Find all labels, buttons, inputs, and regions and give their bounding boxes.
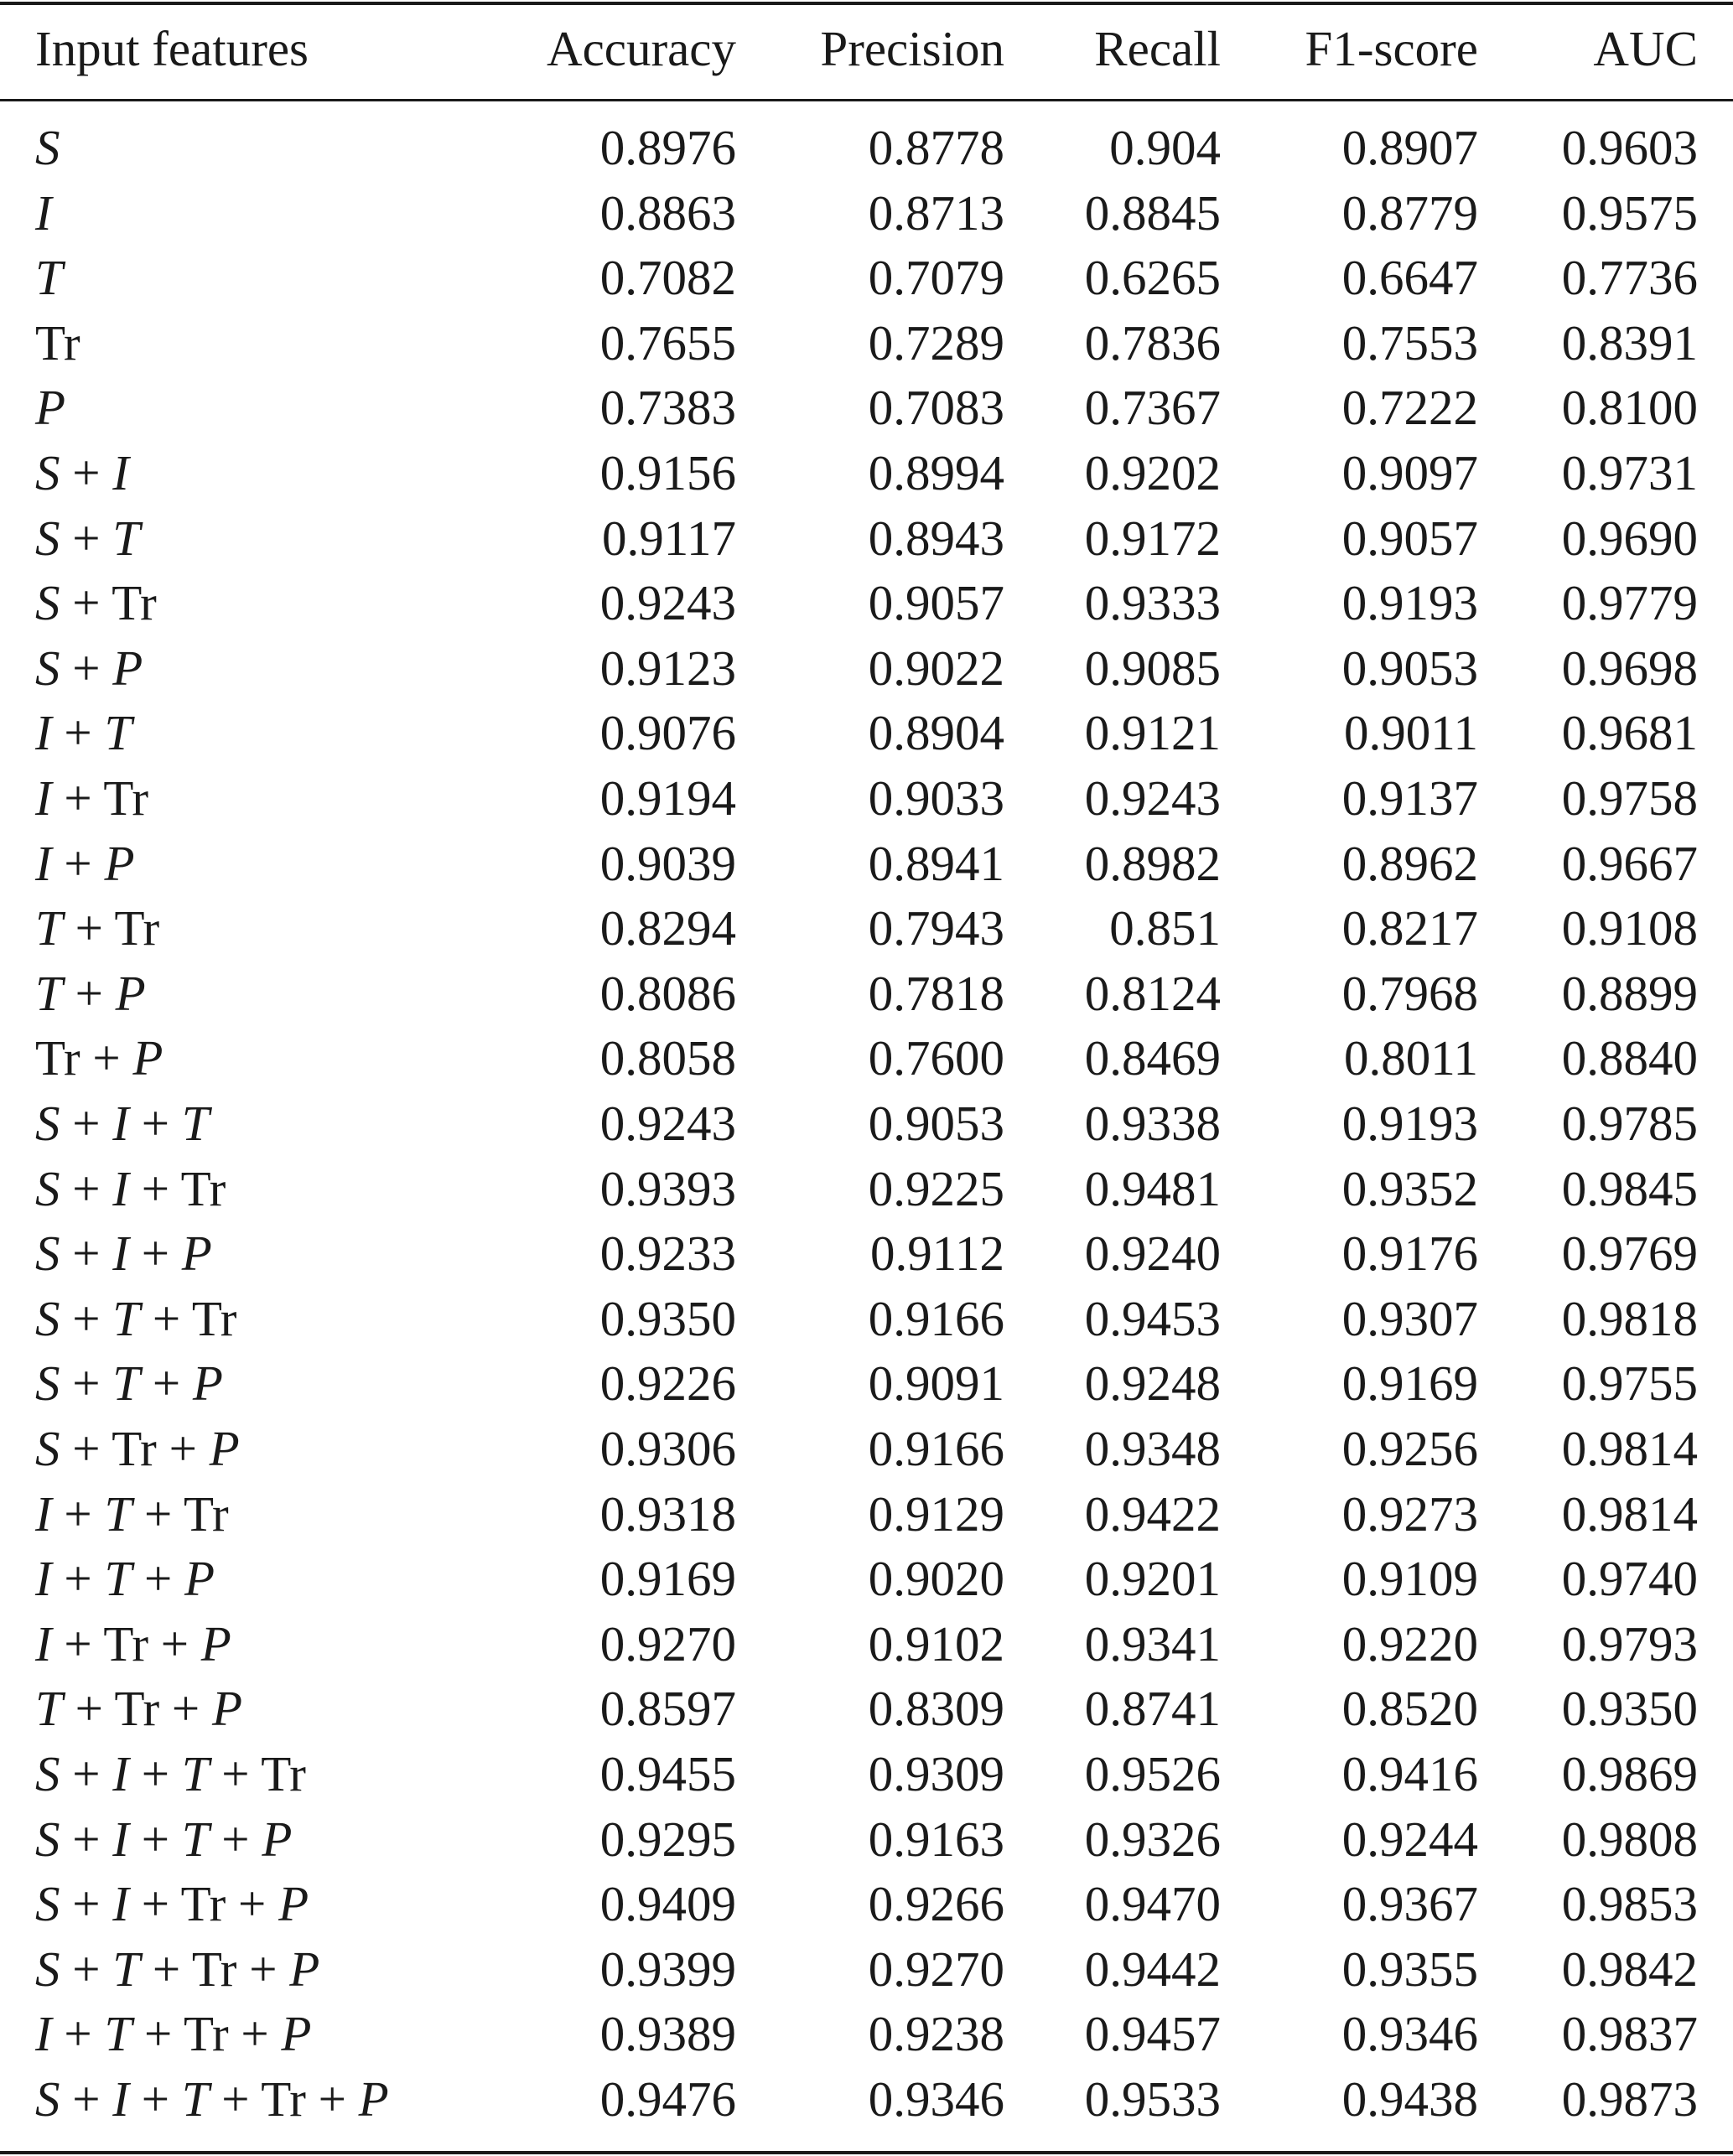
precision-cell: 0.8943 (868, 510, 1004, 566)
table-row (0, 1807, 1733, 1873)
precision-cell: 0.7943 (868, 900, 1004, 956)
table-row (0, 766, 1733, 832)
precision-cell: 0.9129 (868, 1485, 1004, 1542)
input-features-cell: I + Tr (35, 770, 148, 826)
precision-cell: 0.9022 (868, 640, 1004, 696)
f1-score-cell: 0.9137 (1341, 770, 1478, 826)
auc-cell: 0.9814 (1561, 1485, 1698, 1542)
input-features-cell: S (35, 120, 60, 175)
table-row (0, 1026, 1733, 1091)
input-features-cell: S + I + T (35, 1096, 210, 1151)
precision-cell: 0.9225 (868, 1160, 1004, 1216)
f1-score-cell: 0.9109 (1341, 1551, 1478, 1607)
f1-score-cell: 0.7968 (1341, 965, 1478, 1021)
f1-score-cell: 0.9307 (1341, 1290, 1478, 1346)
table-row (0, 1547, 1733, 1612)
recall-cell: 0.9457 (1084, 2006, 1221, 2062)
table-row (0, 441, 1733, 506)
accuracy-cell: 0.9409 (599, 1876, 736, 1932)
header-f1-score: F1-score (1305, 21, 1478, 76)
input-features-cell: I + Tr + P (35, 1615, 231, 1671)
f1-score-cell: 0.6647 (1341, 250, 1478, 306)
auc-cell: 0.8899 (1561, 965, 1698, 1021)
recall-cell: 0.9338 (1084, 1096, 1221, 1151)
table-row (0, 2067, 1733, 2133)
table-row (0, 1351, 1733, 1417)
recall-cell: 0.9201 (1084, 1551, 1221, 1607)
recall-cell: 0.9422 (1084, 1485, 1221, 1542)
precision-cell: 0.8713 (868, 184, 1004, 241)
recall-cell: 0.9526 (1084, 1746, 1221, 1801)
auc-cell: 0.9779 (1561, 575, 1698, 631)
auc-cell: 0.9690 (1561, 510, 1698, 566)
auc-cell: 0.9837 (1561, 2006, 1698, 2062)
table-row (0, 2002, 1733, 2067)
precision-cell: 0.8309 (868, 1681, 1004, 1737)
header-input-features: Input features (35, 21, 309, 76)
input-features-cell: I + T + Tr + P (35, 2006, 312, 2062)
recall-cell: 0.9248 (1084, 1355, 1221, 1412)
bottom-rule (0, 2151, 1733, 2154)
precision-cell: 0.7818 (868, 965, 1004, 1021)
accuracy-cell: 0.8597 (599, 1681, 736, 1737)
f1-score-cell: 0.9057 (1341, 510, 1478, 566)
table-row (0, 1287, 1733, 1352)
precision-cell: 0.9091 (868, 1355, 1004, 1412)
table-row (0, 1742, 1733, 1807)
f1-score-cell: 0.8907 (1341, 120, 1478, 175)
auc-cell: 0.9853 (1561, 1876, 1698, 1932)
auc-cell: 0.9108 (1561, 900, 1698, 956)
auc-cell: 0.8391 (1561, 314, 1698, 371)
input-features-cell: S + Tr (35, 575, 157, 631)
table-row (0, 701, 1733, 766)
recall-cell: 0.9533 (1084, 2071, 1221, 2127)
table-row (0, 1937, 1733, 2003)
precision-cell: 0.8904 (868, 705, 1004, 761)
precision-cell: 0.9166 (868, 1290, 1004, 1346)
table-row (0, 246, 1733, 311)
table-row (0, 571, 1733, 636)
f1-score-cell: 0.8779 (1341, 184, 1478, 241)
auc-cell: 0.9808 (1561, 1811, 1698, 1867)
auc-cell: 0.8840 (1561, 1030, 1698, 1086)
f1-score-cell: 0.9011 (1343, 705, 1478, 761)
precision-cell: 0.8941 (868, 835, 1004, 891)
input-features-cell: P (35, 380, 66, 436)
accuracy-cell: 0.7655 (599, 314, 736, 371)
f1-score-cell: 0.9169 (1341, 1355, 1478, 1412)
precision-cell: 0.8778 (868, 120, 1004, 175)
table-row (0, 116, 1733, 181)
auc-cell: 0.9845 (1561, 1160, 1698, 1216)
table-row (0, 1677, 1733, 1742)
precision-cell: 0.9346 (868, 2071, 1004, 2127)
f1-score-cell: 0.9416 (1341, 1746, 1478, 1801)
auc-cell: 0.9785 (1561, 1096, 1698, 1151)
table-row (0, 506, 1733, 572)
recall-cell: 0.9326 (1084, 1811, 1221, 1867)
precision-cell: 0.7289 (868, 314, 1004, 371)
f1-score-cell: 0.7222 (1341, 380, 1478, 436)
recall-cell: 0.8741 (1084, 1681, 1221, 1737)
accuracy-cell: 0.9169 (599, 1551, 736, 1607)
precision-cell: 0.9020 (868, 1551, 1004, 1607)
auc-cell: 0.9818 (1561, 1290, 1698, 1346)
table-row (0, 376, 1733, 441)
table-row (0, 1417, 1733, 1482)
table-row (0, 961, 1733, 1027)
recall-cell: 0.7836 (1084, 314, 1221, 371)
accuracy-cell: 0.8863 (599, 184, 736, 241)
accuracy-cell: 0.9476 (599, 2071, 736, 2127)
precision-cell: 0.7079 (868, 250, 1004, 306)
f1-score-cell: 0.9193 (1341, 1096, 1478, 1151)
precision-cell: 0.8994 (868, 445, 1004, 500)
precision-cell: 0.9266 (868, 1876, 1004, 1932)
auc-cell: 0.9667 (1561, 835, 1698, 891)
f1-score-cell: 0.8217 (1341, 900, 1478, 956)
recall-cell: 0.851 (1109, 900, 1221, 956)
input-features-cell: S + I + T + Tr + P (35, 2071, 389, 2127)
accuracy-cell: 0.9156 (599, 445, 736, 500)
auc-cell: 0.9731 (1561, 445, 1698, 500)
accuracy-cell: 0.8058 (599, 1030, 736, 1086)
header-accuracy: Accuracy (546, 21, 736, 76)
input-features-cell: T (35, 250, 63, 306)
input-features-cell: I + P (35, 835, 135, 891)
table-header-row (0, 17, 1733, 82)
auc-cell: 0.9575 (1561, 184, 1698, 241)
header-auc: AUC (1593, 21, 1698, 76)
input-features-cell: I (35, 184, 52, 241)
input-features-cell: S + T (35, 510, 141, 566)
f1-score-cell: 0.9355 (1341, 1941, 1478, 1997)
precision-cell: 0.9270 (868, 1941, 1004, 1997)
recall-cell: 0.8469 (1084, 1030, 1221, 1086)
header-precision: Precision (820, 21, 1004, 76)
accuracy-cell: 0.9243 (599, 575, 736, 631)
recall-cell: 0.9333 (1084, 575, 1221, 631)
f1-score-cell: 0.9256 (1341, 1421, 1478, 1476)
input-features-cell: S + T + P (35, 1355, 223, 1412)
table-row (0, 1157, 1733, 1222)
recall-cell: 0.9202 (1084, 445, 1221, 500)
input-features-cell: S + Tr + P (35, 1421, 240, 1476)
f1-score-cell: 0.9346 (1341, 2006, 1478, 2062)
accuracy-cell: 0.9399 (599, 1941, 736, 1997)
recall-cell: 0.904 (1109, 120, 1221, 175)
precision-cell: 0.7083 (868, 380, 1004, 436)
recall-cell: 0.8845 (1084, 184, 1221, 241)
table-row (0, 1482, 1733, 1547)
f1-score-cell: 0.9176 (1341, 1226, 1478, 1282)
auc-cell: 0.9698 (1561, 640, 1698, 696)
header-recall: Recall (1094, 21, 1221, 76)
recall-cell: 0.9442 (1084, 1941, 1221, 1997)
precision-cell: 0.9238 (868, 2006, 1004, 2062)
table-row (0, 1612, 1733, 1677)
auc-cell: 0.9869 (1561, 1746, 1698, 1801)
auc-cell: 0.9793 (1561, 1615, 1698, 1671)
f1-score-cell: 0.9367 (1341, 1876, 1478, 1932)
accuracy-cell: 0.9243 (599, 1096, 736, 1151)
auc-cell: 0.9681 (1561, 705, 1698, 761)
accuracy-cell: 0.9295 (599, 1811, 736, 1867)
table-row (0, 181, 1733, 246)
auc-cell: 0.9842 (1561, 1941, 1698, 1997)
table-row (0, 896, 1733, 961)
f1-score-cell: 0.9097 (1341, 445, 1478, 500)
f1-score-cell: 0.9352 (1341, 1160, 1478, 1216)
accuracy-cell: 0.7082 (599, 250, 736, 306)
accuracy-cell: 0.9226 (599, 1355, 736, 1412)
input-features-cell: S + T + Tr (35, 1290, 237, 1346)
table-row (0, 1872, 1733, 1937)
accuracy-cell: 0.9123 (599, 640, 736, 696)
recall-cell: 0.9172 (1084, 510, 1221, 566)
input-features-cell: I + T + P (35, 1551, 215, 1607)
input-features-cell: S + I + T + Tr (35, 1746, 306, 1801)
accuracy-cell: 0.9350 (599, 1290, 736, 1346)
table-row (0, 636, 1733, 702)
f1-score-cell: 0.8962 (1341, 835, 1478, 891)
accuracy-cell: 0.9306 (599, 1421, 736, 1476)
accuracy-cell: 0.9270 (599, 1615, 736, 1671)
accuracy-cell: 0.8086 (599, 965, 736, 1021)
table-row (0, 311, 1733, 376)
recall-cell: 0.9240 (1084, 1226, 1221, 1282)
input-features-cell: S + I + Tr (35, 1160, 226, 1216)
precision-cell: 0.9112 (869, 1226, 1004, 1282)
auc-cell: 0.9603 (1561, 120, 1698, 175)
accuracy-cell: 0.8294 (599, 900, 736, 956)
accuracy-cell: 0.9076 (599, 705, 736, 761)
f1-score-cell: 0.8520 (1341, 1681, 1478, 1737)
recall-cell: 0.8982 (1084, 835, 1221, 891)
accuracy-cell: 0.9455 (599, 1746, 736, 1801)
accuracy-cell: 0.9318 (599, 1485, 736, 1542)
f1-score-cell: 0.7553 (1341, 314, 1478, 371)
recall-cell: 0.8124 (1084, 965, 1221, 1021)
table-row (0, 1091, 1733, 1157)
accuracy-cell: 0.9233 (599, 1226, 736, 1282)
precision-cell: 0.9309 (868, 1746, 1004, 1801)
precision-cell: 0.9166 (868, 1421, 1004, 1476)
recall-cell: 0.9243 (1084, 770, 1221, 826)
precision-cell: 0.9053 (868, 1096, 1004, 1151)
f1-score-cell: 0.9193 (1341, 575, 1478, 631)
table-row (0, 1221, 1733, 1287)
input-features-cell: S + P (35, 640, 143, 696)
input-features-cell: T + P (35, 965, 146, 1021)
table-row (0, 832, 1733, 897)
precision-cell: 0.9163 (868, 1811, 1004, 1867)
input-features-cell: Tr (35, 314, 80, 371)
precision-cell: 0.9102 (868, 1615, 1004, 1671)
f1-score-cell: 0.9273 (1341, 1485, 1478, 1542)
precision-cell: 0.9033 (868, 770, 1004, 826)
accuracy-cell: 0.7383 (599, 380, 736, 436)
header-rule (0, 99, 1733, 101)
top-rule (0, 2, 1733, 5)
accuracy-cell: 0.9039 (599, 835, 736, 891)
input-features-cell: T + Tr + P (35, 1681, 242, 1737)
input-features-cell: Tr + P (35, 1030, 163, 1086)
accuracy-cell: 0.9389 (599, 2006, 736, 2062)
recall-cell: 0.6265 (1084, 250, 1221, 306)
recall-cell: 0.9341 (1084, 1615, 1221, 1671)
auc-cell: 0.9769 (1561, 1226, 1698, 1282)
precision-cell: 0.7600 (868, 1030, 1004, 1086)
accuracy-cell: 0.8976 (599, 120, 736, 175)
auc-cell: 0.9755 (1561, 1355, 1698, 1412)
input-features-cell: S + I + P (35, 1226, 212, 1282)
auc-cell: 0.8100 (1561, 380, 1698, 436)
f1-score-cell: 0.9438 (1341, 2071, 1478, 2127)
accuracy-cell: 0.9393 (599, 1160, 736, 1216)
accuracy-cell: 0.9194 (599, 770, 736, 826)
input-features-cell: S + T + Tr + P (35, 1941, 320, 1997)
recall-cell: 0.7367 (1084, 380, 1221, 436)
auc-cell: 0.9350 (1561, 1681, 1698, 1737)
recall-cell: 0.9348 (1084, 1421, 1221, 1476)
recall-cell: 0.9085 (1084, 640, 1221, 696)
accuracy-cell: 0.9117 (601, 510, 736, 566)
f1-score-cell: 0.9053 (1341, 640, 1478, 696)
input-features-cell: S + I (35, 445, 129, 500)
input-features-cell: I + T (35, 705, 132, 761)
precision-cell: 0.9057 (868, 575, 1004, 631)
recall-cell: 0.9453 (1084, 1290, 1221, 1346)
auc-cell: 0.9758 (1561, 770, 1698, 826)
recall-cell: 0.9470 (1084, 1876, 1221, 1932)
auc-cell: 0.7736 (1561, 250, 1698, 306)
recall-cell: 0.9121 (1084, 705, 1221, 761)
f1-score-cell: 0.9244 (1341, 1811, 1478, 1867)
auc-cell: 0.9873 (1561, 2071, 1698, 2127)
input-features-cell: T + Tr (35, 900, 160, 956)
auc-cell: 0.9814 (1561, 1421, 1698, 1476)
f1-score-cell: 0.9220 (1341, 1615, 1478, 1671)
auc-cell: 0.9740 (1561, 1551, 1698, 1607)
recall-cell: 0.9481 (1084, 1160, 1221, 1216)
input-features-cell: S + I + Tr + P (35, 1876, 309, 1932)
f1-score-cell: 0.8011 (1343, 1030, 1478, 1086)
input-features-cell: I + T + Tr (35, 1485, 229, 1542)
input-features-cell: S + I + T + P (35, 1811, 293, 1867)
